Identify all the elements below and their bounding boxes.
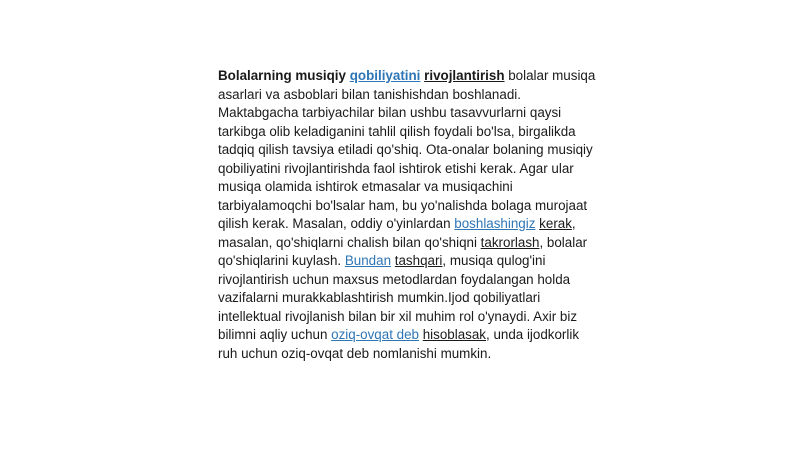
body-paragraph [218,67,598,363]
underlined-hisoblasak: hisoblasak [422,327,486,342]
text-span: , masalan, qo'shiqlarni chalish bilan qo'shiqni [218,216,576,250]
text-span: , bolalar qo'shiqlarini kuylash. [218,234,588,268]
text-span: , unda ijodkorlik ruh uchun oziq-ovqat deb nomlanishi mumkin. [218,327,580,361]
underlined-kerak: kerak [539,216,572,231]
underlined-takrorlash: takrorlash [480,234,540,250]
link-boshlashingiz[interactable]: boshlashingiz [454,216,536,231]
bold-lead-text: Bolalarning musiqiy [218,68,346,83]
underlined-tashqari: tashqari [394,253,443,268]
underlined-rivojlantirish: rivojlantirish [424,68,505,83]
text-span: bolalar musiqa asarlari va asboblari bilan tanishishdan boshlanadi. Maktabgacha tarbiyachilar bilan ushbu tasavvurlarni qaysi tarkibga olib keladiganini tahlil qilish foydali bo'lsa, birgalikda tadqiq qilish tavsiya etiladi qo'shiq. Ota-onalar bolaning musiqiy qobiliyatini rivojlantirishda faol ishtirok etishi kerak. Agar ular musiqa olamida ishtirok etmasalar va musiqachini tarbiyalamoqchi bo'lsalar ham, bu yo'nalishda bolaga murojaat qilish kerak. Masalan, oddiy o'yinlardan [218,68,596,231]
link-qobiliyatini[interactable]: qobiliyatini [349,68,421,83]
link-oziq-ovqat-deb[interactable]: oziq-ovqat deb [331,327,419,342]
link-bundan[interactable]: Bundan [344,253,392,268]
text-span: , musiqa qulog'ini rivojlantirish uchun maxsus metodlardan foydalangan holda vazifalarni murakkablashtirish mumkin.Ijod qobiliyatlari intellektual rivojlanish bilan bir xil muhim rol o'ynaydi. Axir biz bilimni aqliy uchun [218,253,578,342]
